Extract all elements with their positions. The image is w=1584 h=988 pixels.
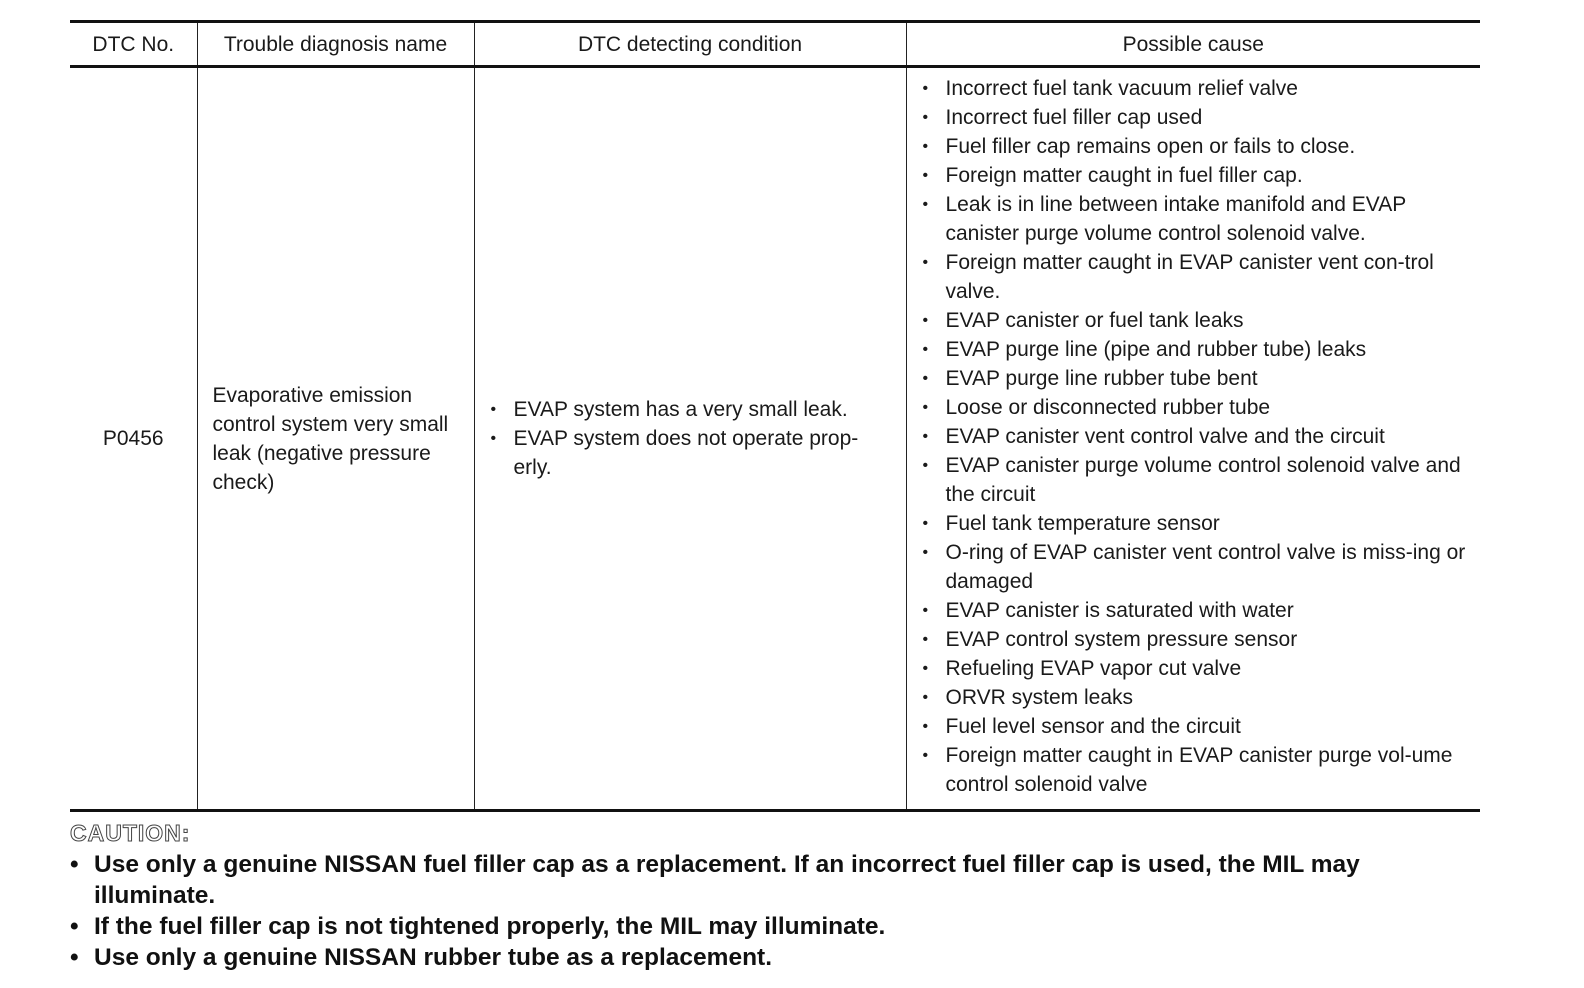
cause-item: • Refueling EVAP vapor cut valve: [921, 654, 1473, 683]
cause-item: • EVAP canister or fuel tank leaks: [921, 306, 1473, 335]
cause-item: • Incorrect fuel filler cap used: [921, 103, 1473, 132]
caution-item: • If the fuel filler cap is not tightened properly, the MIL may illuminate.: [70, 911, 1480, 942]
dtc-number-cell: P0456: [70, 67, 197, 811]
caution-label: CAUTION:: [70, 820, 191, 846]
header-trouble-name: Trouble diagnosis name: [197, 22, 474, 67]
caution-list: [70, 849, 1480, 973]
cause-item: • EVAP canister purge volume control solenoid valve and the circuit: [921, 451, 1473, 509]
condition-cell: [474, 67, 906, 811]
cause-item: • Loose or disconnected rubber tube: [921, 393, 1473, 422]
cause-item: • Leak is in line between intake manifold and EVAP canister purge volume control solenoid valve.: [921, 190, 1473, 248]
caution-item: • Use only a genuine NISSAN fuel filler cap as a replacement. If an incorrect fuel filler cap is used, the MIL may illuminate.: [70, 849, 1480, 911]
cause-item: • Foreign matter caught in EVAP canister vent con-trol valve.: [921, 248, 1473, 306]
header-dtc-no: DTC No.: [70, 22, 197, 67]
cause-item: • EVAP purge line rubber tube bent: [921, 364, 1473, 393]
condition-item: • EVAP system has a very small leak.: [489, 395, 896, 424]
cause-item: • ORVR system leaks: [921, 683, 1473, 712]
cause-item: • O-ring of EVAP canister vent control valve is miss-ing or damaged: [921, 538, 1473, 596]
cause-cell: [906, 67, 1480, 811]
cause-item: • Foreign matter caught in EVAP canister purge vol-ume control solenoid valve: [921, 741, 1473, 799]
cause-item: • EVAP canister is saturated with water: [921, 596, 1473, 625]
cause-item: • EVAP control system pressure sensor: [921, 625, 1473, 654]
table-row: [70, 67, 1480, 811]
cause-item: • Fuel level sensor and the circuit: [921, 712, 1473, 741]
cause-list: [921, 74, 1473, 799]
cause-item: • Foreign matter caught in fuel filler cap.: [921, 161, 1473, 190]
cause-item: • EVAP canister vent control valve and the circuit: [921, 422, 1473, 451]
header-cause: Possible cause: [906, 22, 1480, 67]
dtc-table: [70, 20, 1480, 812]
document-page: [70, 20, 1480, 973]
cause-item: • Incorrect fuel tank vacuum relief valve: [921, 74, 1473, 103]
trouble-name-cell: Evaporative emission control system very small leak (negative pressure check): [197, 67, 474, 811]
caution-section: [70, 817, 1480, 973]
cause-item: • Fuel tank temperature sensor: [921, 509, 1473, 538]
caution-item: • Use only a genuine NISSAN rubber tube as a replacement.: [70, 942, 1480, 973]
cause-item: • EVAP purge line (pipe and rubber tube) leaks: [921, 335, 1473, 364]
condition-list: [489, 395, 896, 482]
condition-item: • EVAP system does not operate prop-erly.: [489, 424, 896, 482]
cause-item: • Fuel filler cap remains open or fails to close.: [921, 132, 1473, 161]
header-condition: DTC detecting condition: [474, 22, 906, 67]
table-header-row: [70, 22, 1480, 67]
